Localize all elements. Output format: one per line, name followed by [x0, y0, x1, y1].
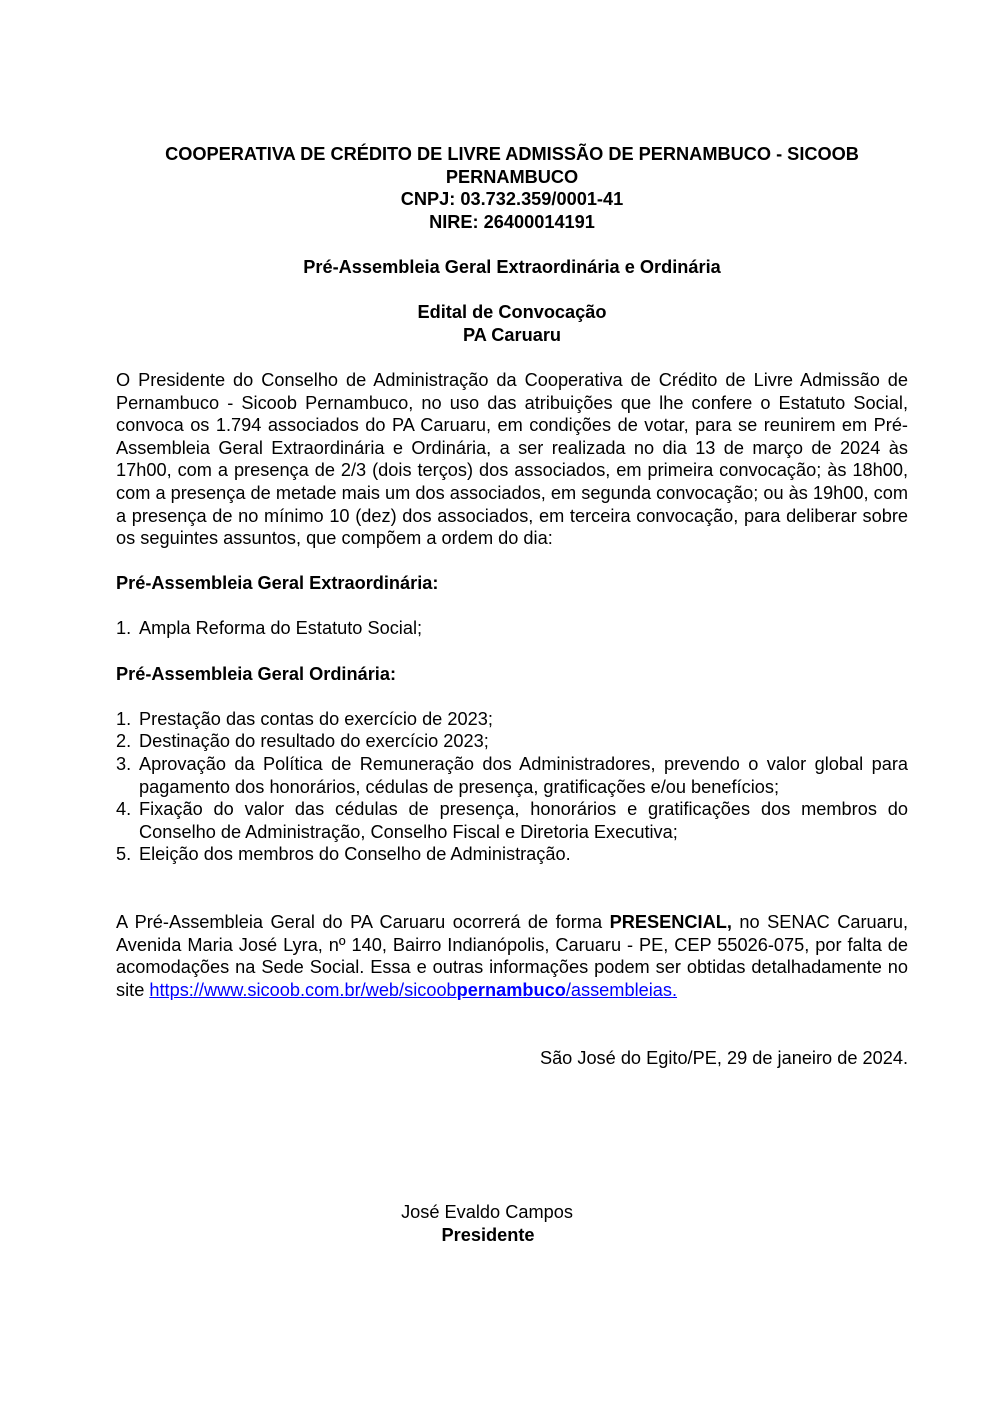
agenda-item-number: 1.	[116, 708, 132, 729]
document-page	[116, 143, 908, 1069]
agenda-item-number: 4.	[116, 799, 132, 820]
agenda-item	[116, 708, 908, 731]
link-text-part1: https://www.sicoob.com.br/web/sicoob	[149, 979, 457, 1000]
location-text-intro: A Pré-Assembleia Geral do PA Caruaru ocorrerá de forma	[116, 912, 610, 933]
nire-number: NIRE: 26400014191	[429, 211, 595, 232]
signatory-role: Presidente	[441, 1225, 535, 1245]
agenda-item	[116, 617, 908, 640]
agenda-item-text: Fixação do valor das cédulas de presença, honorários e gratificações dos membros do Conselho de Administração, Conselho Fiscal e Diretoria Executiva;	[139, 799, 908, 842]
ordinary-agenda-list	[116, 708, 908, 866]
signature-block	[0, 1201, 1000, 1247]
agenda-item-text: Prestação das contas do exercício de 2023;	[139, 708, 493, 729]
attendance-mode: PRESENCIAL,	[609, 912, 732, 933]
assemblies-website-link[interactable]	[149, 980, 677, 1000]
location-paragraph	[116, 911, 908, 1001]
document-header	[116, 143, 908, 233]
notice-subtitle: PA Caruaru	[462, 324, 562, 345]
agenda-item-text: Eleição dos membros do Conselho de Administração.	[139, 844, 571, 865]
cnpj-number: CNPJ: 03.732.359/0001-41	[400, 189, 624, 210]
notice-title: Edital de Convocação	[417, 302, 607, 323]
extraordinary-agenda-list	[116, 617, 908, 640]
agenda-item-number: 1.	[116, 618, 132, 639]
agenda-item	[116, 843, 908, 866]
intro-paragraph: O Presidente do Conselho de Administração da Cooperativa de Crédito de Livre Admissão de Pernambuco - Sicoob Pernambuco, no uso das atribuições que lhe confere o Estatuto Social, convoca os 1.794 associados do PA Caruaru, em condições de votar, para se reunirem em Pré-Assembleia Geral Extraordinária e Ordinária, a ser realizada no dia 13 de março de 2024 às 17h00, com a presença de 2/3 (dois terços) dos associados, em primeira convocação; às 18h00, com a presença de metade mais um dos associados, em segunda convocação; ou às 19h00, com a presença de no mínimo 10 (dez) dos associados, em terceira convocação, para deliberar sobre os seguintes assuntos, que compõem a ordem do dia:	[116, 369, 908, 549]
agenda-item-number: 5.	[116, 844, 132, 865]
agenda-item	[116, 730, 908, 753]
meeting-title: Pré-Assembleia Geral Extraordinária e Ordinária	[303, 256, 721, 277]
agenda-item-number: 3.	[116, 754, 132, 775]
place-and-date: São José do Egito/PE, 29 de janeiro de 2024.	[539, 1047, 908, 1068]
location-text-details: no SENAC Caruaru, Avenida Maria José Lyra, nº 140, Bairro Indianópolis, Caruaru - PE, CEP 55026-075, por falta de acomodações na Sede Social. Essa e outras informações podem ser obtidas detalhadamente no site	[116, 912, 908, 1000]
agenda-item-text: Ampla Reforma do Estatuto Social;	[139, 618, 423, 639]
organization-name-line2: PERNAMBUCO	[445, 166, 579, 187]
organization-name-line1: COOPERATIVA DE CRÉDITO DE LIVRE ADMISSÃO DE PERNAMBUCO - SICOOB	[165, 144, 859, 164]
link-text-part2: pernambuco	[456, 979, 566, 1000]
agenda-item-text: Aprovação da Política de Remuneração dos Administradores, prevendo o valor global para pagamento dos honorários, cédulas de presença, gratificações e/ou benefícios;	[139, 754, 908, 797]
extraordinary-heading: Pré-Assembleia Geral Extraordinária:	[116, 573, 439, 594]
link-text-part3: /assembleias.	[565, 979, 678, 1000]
agenda-item-number: 2.	[116, 731, 132, 752]
ordinary-heading: Pré-Assembleia Geral Ordinária:	[116, 663, 397, 684]
agenda-item	[116, 798, 908, 843]
agenda-item-text: Destinação do resultado do exercício 2023;	[139, 731, 489, 752]
signatory-name: José Evaldo Campos	[401, 1202, 573, 1222]
agenda-item	[116, 753, 908, 798]
